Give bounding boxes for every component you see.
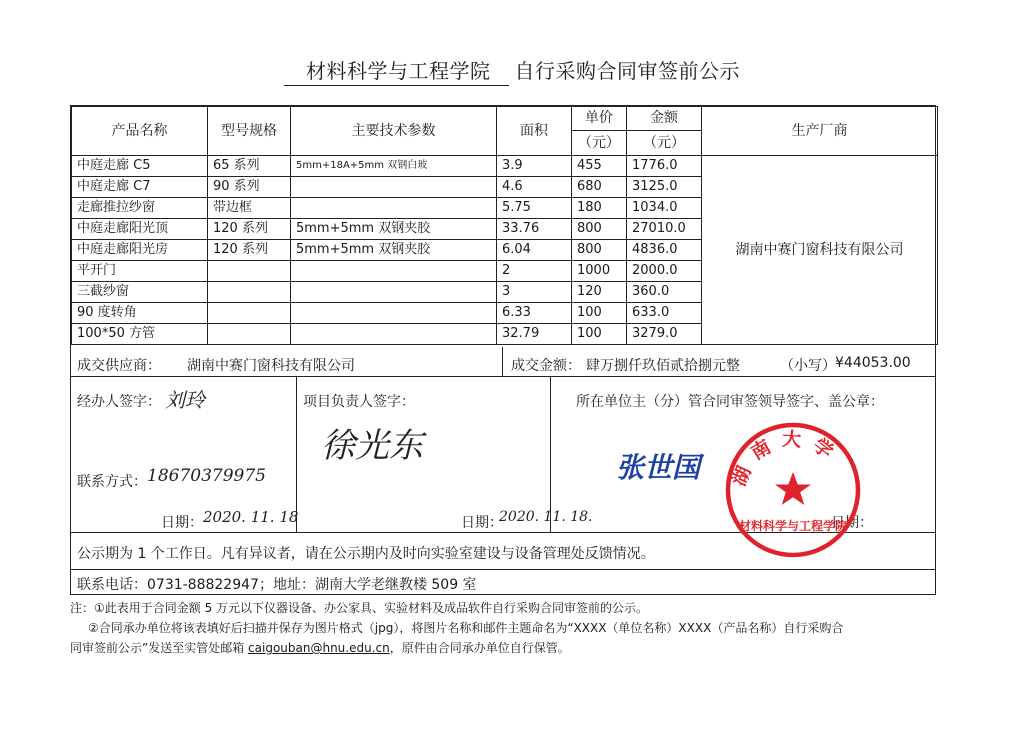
divider <box>71 376 935 377</box>
header-amount-unit: （元） <box>627 131 702 156</box>
title-text: 自行采购合同审签前公示 <box>514 59 740 83</box>
header-params: 主要技术参数 <box>291 107 497 156</box>
cell-params: 5mm+18A+5mm 双钢白玻 <box>291 156 497 177</box>
cell-params <box>291 303 497 324</box>
header-name: 产品名称 <box>72 107 208 156</box>
cell-price: 455 <box>572 156 627 177</box>
email-link[interactable]: caigouban@hnu.edu.cn <box>248 641 390 655</box>
header-price: 单价 <box>572 107 627 131</box>
note-3-suffix: ，原件由合同承办单位自行保管。 <box>389 641 570 655</box>
cell-area: 3.9 <box>497 156 572 177</box>
handler-label: 经办人签字： <box>77 394 161 410</box>
star-icon <box>775 472 811 505</box>
cell-model <box>208 282 291 303</box>
cell-area: 3 <box>497 282 572 303</box>
cell-area: 6.33 <box>497 303 572 324</box>
deal-amount-value: ¥44053.00 <box>835 355 911 371</box>
cell-price: 680 <box>572 177 627 198</box>
cell-name: 中庭走廊阳光房 <box>72 240 208 261</box>
header-area: 面积 <box>497 107 572 156</box>
cell-amount: 633.0 <box>627 303 702 324</box>
cell-price: 1000 <box>572 261 627 282</box>
cell-model: 120 系列 <box>208 219 291 240</box>
cell-amount: 1034.0 <box>627 198 702 219</box>
cell-amount: 27010.0 <box>627 219 702 240</box>
footnotes <box>70 598 950 658</box>
cell-amount: 1776.0 <box>627 156 702 177</box>
cell-amount: 2000.0 <box>627 261 702 282</box>
date-value-2: 2020. 11. 18. <box>499 509 593 525</box>
contact-value: 18670379975 <box>147 466 266 486</box>
handler-signature: 刘玲 <box>165 388 205 412</box>
cell-price: 800 <box>572 240 627 261</box>
date-label-2: 日期： <box>461 515 503 531</box>
cell-name: 100*50 方管 <box>72 324 208 345</box>
cell-params: 5mm+5mm 双钢夹胶 <box>291 219 497 240</box>
notice-text: 公示期为 1 个工作日。凡有异议者，请在公示期内及时向实验室建设与设备管理处反馈情况。 <box>77 546 655 562</box>
note-3 <box>70 638 950 658</box>
cell-params: 5mm+5mm 双钢夹胶 <box>291 240 497 261</box>
cell-model: 65 系列 <box>208 156 291 177</box>
cell-model: 120 系列 <box>208 240 291 261</box>
cell-name: 90 度转角 <box>72 303 208 324</box>
contact-label: 联系方式： <box>77 474 147 490</box>
date-label-3: 日期： <box>831 515 873 531</box>
cell-area: 5.75 <box>497 198 572 219</box>
deal-amount-small-label: （小写） <box>780 358 836 374</box>
supplier-value: 湖南中赛门窗科技有限公司 <box>187 358 355 374</box>
cell-params <box>291 177 497 198</box>
cell-area: 32.79 <box>497 324 572 345</box>
cell-params <box>291 282 497 303</box>
project-lead-label: 项目负责人签字： <box>303 394 415 410</box>
deal-amount-words: 肆万捌仟玖佰贰拾捌元整 <box>586 358 740 374</box>
official-seal <box>723 420 863 560</box>
leader-label: 所在单位主（分）管合同审签领导签字、盖公章： <box>576 394 884 410</box>
cell-price: 100 <box>572 324 627 345</box>
header-maker: 生产厂商 <box>702 107 938 156</box>
supplier-label: 成交供应商： <box>77 358 161 374</box>
cell-area: 4.6 <box>497 177 572 198</box>
cell-model <box>208 261 291 282</box>
cell-model: 90 系列 <box>208 177 291 198</box>
divider <box>71 569 935 570</box>
contact-line: 联系电话：0731-88822947；地址：湖南大学老继教楼 509 室 <box>77 577 477 593</box>
date-value-1: 2020. 11. 18 <box>203 508 299 526</box>
note-1: 注：①此表用于合同金额 5 万元以下仪器设备、办公家具、实验材料及成品软件自行采购合同审签前的公示。 <box>70 601 649 615</box>
header-model: 型号规格 <box>208 107 291 156</box>
cell-name: 中庭走廊 C5 <box>72 156 208 177</box>
cell-amount: 360.0 <box>627 282 702 303</box>
cell-model <box>208 324 291 345</box>
cell-area: 2 <box>497 261 572 282</box>
leader-signature: 张世国 <box>616 451 701 484</box>
deal-amount-label: 成交金额： <box>511 358 581 374</box>
cell-amount: 3125.0 <box>627 177 702 198</box>
date-label-1: 日期： <box>161 515 203 531</box>
seal-bottom-text: 材料科学与工程学院 <box>738 519 848 533</box>
table-row <box>72 156 938 177</box>
project-lead-signature: 徐光东 <box>321 426 423 466</box>
cell-price: 800 <box>572 219 627 240</box>
note-3-prefix: 同审签前公示”发送至实管处邮箱 <box>70 641 249 655</box>
cell-params <box>291 198 497 219</box>
divider <box>502 347 503 377</box>
cell-amount: 3279.0 <box>627 324 702 345</box>
cell-params <box>291 324 497 345</box>
cell-amount: 4836.0 <box>627 240 702 261</box>
cell-name: 走廊推拉纱窗 <box>72 198 208 219</box>
header-amount: 金额 <box>627 107 702 131</box>
cell-name: 中庭走廊 C7 <box>72 177 208 198</box>
cell-area: 33.76 <box>497 219 572 240</box>
table-header-row <box>72 107 938 131</box>
cell-name: 中庭走廊阳光顶 <box>72 219 208 240</box>
cell-price: 180 <box>572 198 627 219</box>
page-title <box>0 55 1024 86</box>
note-2: ②合同承办单位将该表填好后扫描并保存为图片格式（jpg），将图片名称和邮件主题命名为“XXXX（单位名称）XXXX（产品名称）自行采购合 <box>88 621 844 635</box>
department-name: 材料科学与工程学院 <box>284 55 509 86</box>
cell-params <box>291 261 497 282</box>
cell-price: 100 <box>572 303 627 324</box>
cell-price: 120 <box>572 282 627 303</box>
cell-model: 带边框 <box>208 198 291 219</box>
seal-top-text: 湖南大学 <box>727 428 845 490</box>
cell-name: 平开门 <box>72 261 208 282</box>
header-price-unit: （元） <box>572 131 627 156</box>
cell-model <box>208 303 291 324</box>
cell-maker: 湖南中赛门窗科技有限公司 <box>702 156 938 345</box>
cell-area: 6.04 <box>497 240 572 261</box>
items-table <box>71 106 938 345</box>
cell-name: 三截纱窗 <box>72 282 208 303</box>
